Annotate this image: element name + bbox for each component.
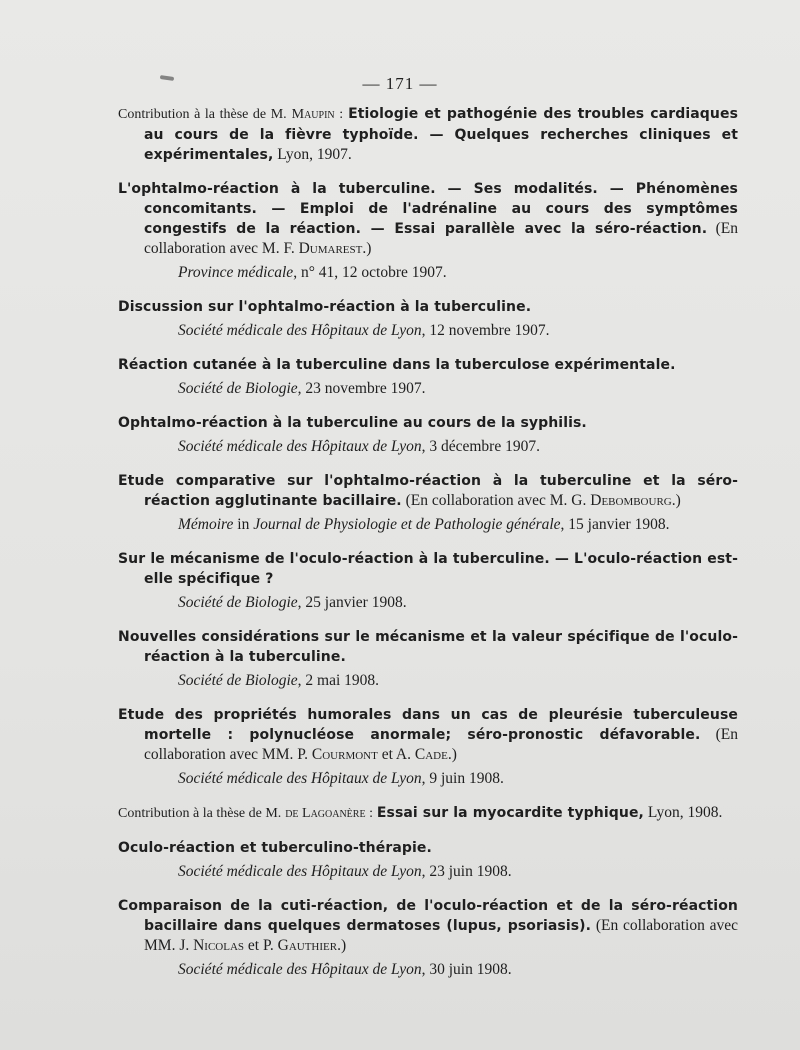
entry-lead-tail: :: [334, 107, 344, 122]
bibliography-entry: [118, 104, 738, 165]
source-date: , 30 juin 1908.: [421, 961, 512, 978]
bibliography-entry: [118, 179, 738, 283]
bibliography-entry: [118, 803, 738, 824]
entry-source: [118, 960, 738, 980]
entry-lead: Contribution à la thèse de M.: [118, 806, 282, 821]
source-date: , 12 novembre 1907.: [421, 322, 550, 339]
entry-collab-post: .): [362, 240, 372, 257]
source-connector: in: [233, 516, 254, 533]
bibliography-entry: [118, 705, 738, 789]
entry-collaborator: Gauthier: [277, 937, 338, 954]
source-journal: Journal de Physiologie et de Pathologie générale: [253, 516, 561, 533]
bibliography-entry: [118, 838, 738, 882]
entry-source: [118, 437, 738, 457]
entry-title: Etude comparative sur l'ophtalmo-réaction à la tuberculine et la séro-réaction agglutinante bacillaire.: [118, 473, 738, 509]
bibliography-entry: [118, 627, 738, 691]
source-type: Mémoire: [178, 516, 234, 533]
bibliography-entry: [118, 355, 738, 399]
entry-source: [118, 862, 738, 882]
entry-author: de Lagoanère: [285, 806, 366, 821]
entry-source: [118, 321, 738, 341]
entry-tail: Lyon, 1907.: [273, 146, 352, 163]
source-journal: Société médicale des Hôpitaux de Lyon: [178, 438, 422, 455]
entry-title: Comparaison de la cuti-réaction, de l'oculo-réaction et de la séro-réaction bacillaire dans quelques dermatoses (lupus, psoriasis).: [118, 898, 738, 934]
entry-collab-mid: et A.: [377, 746, 415, 763]
entry-collaborator: Courmont: [311, 746, 378, 763]
entry-source: [118, 263, 738, 283]
entry-title: Etude des propriétés humorales dans un cas de pleurésie tuberculeuse mortelle : polynucléose anormale; séro-pronostic défavorable.: [118, 707, 738, 743]
entry-source: [118, 515, 738, 535]
entry-title: Oculo-réaction et tuberculino-thérapie.: [118, 840, 432, 856]
bibliography-entry: [118, 413, 738, 457]
entry-title: Ophtalmo-réaction à la tuberculine au cours de la syphilis.: [118, 415, 587, 431]
source-journal: Société médicale des Hôpitaux de Lyon: [178, 863, 422, 880]
entry-source: [118, 671, 738, 691]
entry-title: L'ophtalmo-réaction à la tuberculine. — Ses modalités. — Phénomènes concomitants. — Emploi de l'adrénaline au cours des symptômes congestifs de la réaction. — Essai parallèle avec la séro-réaction.: [118, 181, 738, 237]
entry-author: Maupin: [291, 107, 335, 122]
entry-collaborator: Nicolas: [193, 937, 245, 954]
source-date: , 23 novembre 1907.: [297, 380, 426, 397]
source-journal: Société de Biologie: [178, 672, 298, 689]
entry-lead: Contribution à la thèse de M.: [118, 107, 287, 122]
entry-collaborator: Cade: [414, 746, 448, 763]
source-date: , 23 juin 1908.: [421, 863, 512, 880]
entry-collab-pre: (En collaboration avec M. G.: [401, 492, 591, 509]
entry-title: Etiologie et pathogénie des troubles cardiaques au cours de la fièvre typhoïde. — Quelques recherches cliniques et expérimentales,: [144, 106, 739, 163]
entry-source: [118, 593, 738, 613]
entry-collaborator: Debombourg: [590, 492, 672, 509]
entry-lead-tail: :: [365, 806, 373, 821]
bibliography-entry: [118, 549, 738, 613]
source-journal: Société de Biologie: [178, 380, 298, 397]
entry-collaborator: Dumarest: [298, 240, 363, 257]
entry-collab-pre: (En collaboration avec M. F.: [144, 220, 739, 257]
entry-tail: Lyon, 1908.: [643, 804, 723, 821]
source-date: , 2 mai 1908.: [297, 672, 380, 689]
entry-title: Essai sur la myocardite typhique,: [376, 805, 644, 821]
bibliography-list: [118, 104, 738, 980]
entry-source: [118, 769, 738, 789]
source-date: , 3 décembre 1907.: [421, 438, 540, 455]
bibliography-entry: [118, 896, 738, 980]
entry-collab-pre: (En collaboration avec MM. P.: [144, 726, 738, 763]
source-journal: Société de Biologie: [178, 594, 298, 611]
source-date: , 9 juin 1908.: [421, 770, 504, 787]
source-journal: Société médicale des Hôpitaux de Lyon: [178, 961, 422, 978]
bibliography-entry: [118, 297, 738, 341]
entry-collab-post: .): [671, 492, 681, 509]
entry-collab-post: .): [447, 746, 457, 763]
source-date: , n° 41, 12 octobre 1907.: [293, 264, 447, 281]
source-journal: Société médicale des Hôpitaux de Lyon: [178, 322, 422, 339]
source-date: , 25 janvier 1908.: [297, 594, 407, 611]
entry-title: Discussion sur l'ophtalmo-réaction à la tuberculine.: [118, 299, 532, 315]
source-journal: Société médicale des Hôpitaux de Lyon: [178, 770, 422, 787]
entry-title: Sur le mécanisme de l'oculo-réaction à la tuberculine. — L'oculo-réaction est-elle spécifique ?: [118, 551, 738, 587]
source-date: , 15 janvier 1908.: [560, 516, 670, 533]
bibliography-entry: [118, 471, 738, 535]
entry-collab-post: .): [337, 937, 347, 954]
entry-title: Nouvelles considérations sur le mécanisme et la valeur spécifique de l'oculo-réaction à la tuberculine.: [118, 629, 738, 665]
source-journal: Province médicale: [178, 264, 294, 281]
entry-source: [118, 379, 738, 399]
entry-title: Réaction cutanée à la tuberculine dans la tuberculose expérimentale.: [118, 357, 676, 373]
page-number: — 171 —: [362, 74, 438, 93]
entry-collab-mid: et P.: [244, 937, 278, 954]
entry-collab-pre: (En collaboration avec MM. J.: [144, 917, 738, 954]
